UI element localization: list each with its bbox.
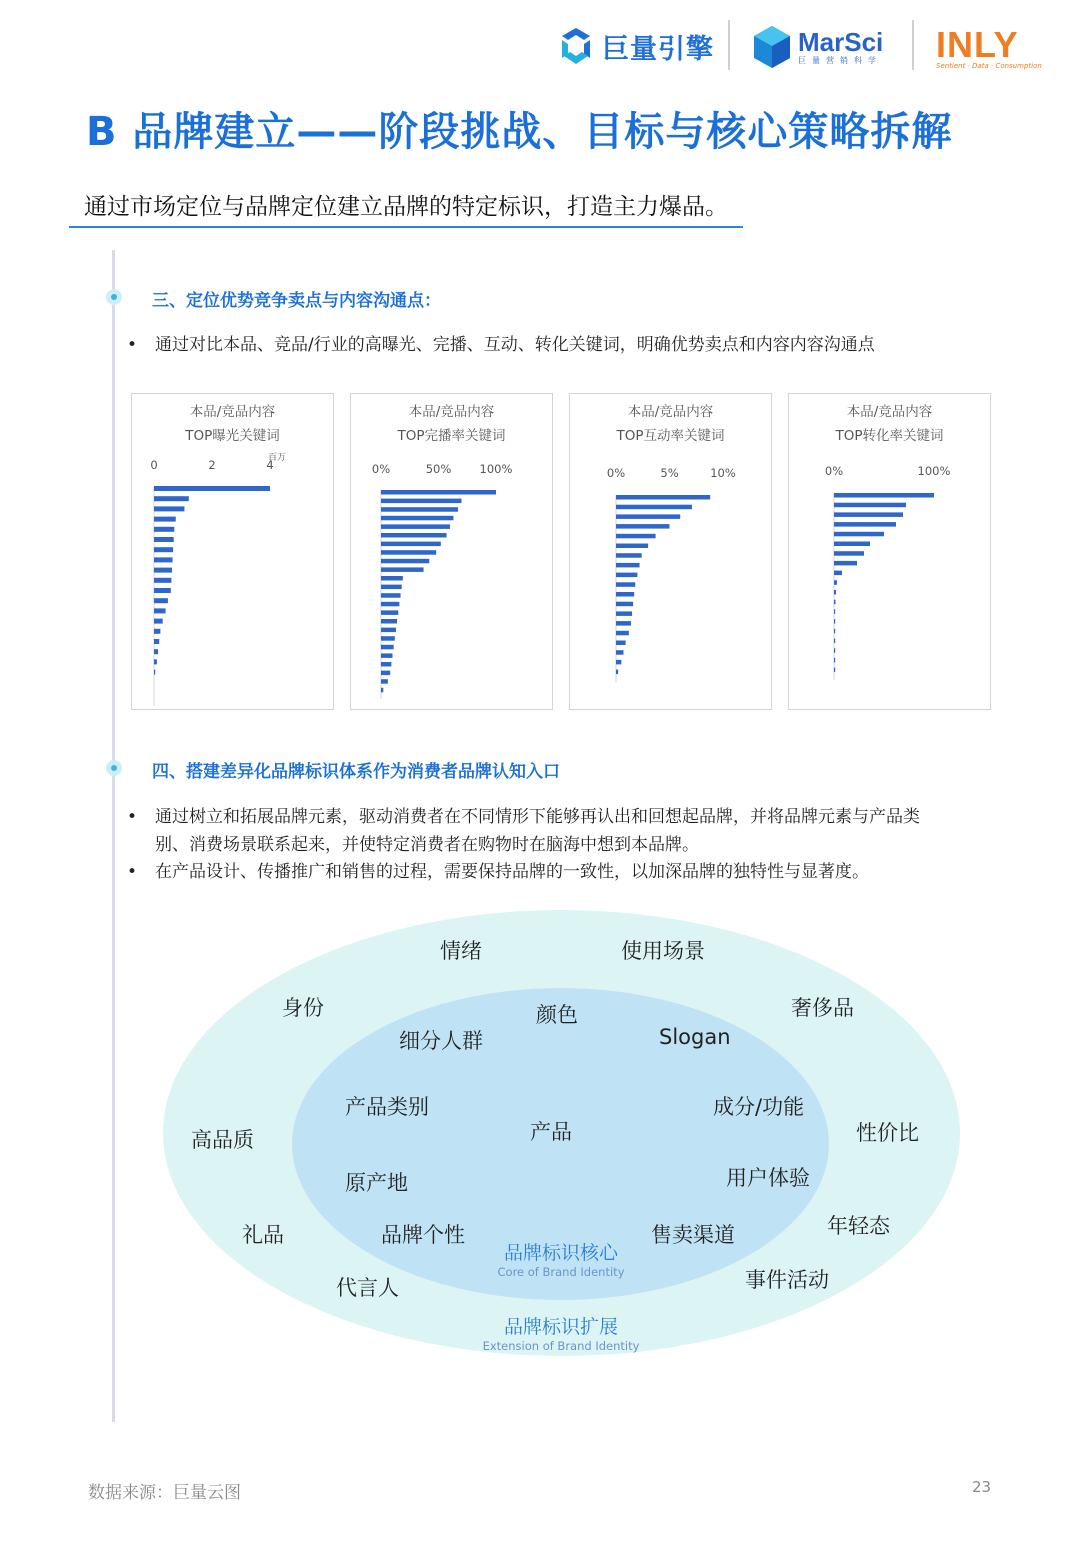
chart-bar bbox=[616, 670, 618, 675]
chart-bar bbox=[381, 593, 401, 598]
chart-bar bbox=[834, 668, 835, 673]
core-label-cn: 品牌标识核心 bbox=[503, 1242, 618, 1264]
chart-bar bbox=[834, 561, 857, 566]
chart-bar bbox=[616, 641, 626, 646]
marsci-logo-text: MarSci bbox=[798, 26, 884, 57]
chart-bar bbox=[381, 671, 390, 676]
chart-bar bbox=[154, 486, 270, 491]
chart-bar bbox=[381, 490, 496, 495]
chart-interaction-svg bbox=[570, 394, 771, 709]
inner-word: 细分人群 bbox=[399, 1029, 483, 1053]
chart-bar bbox=[154, 639, 159, 644]
chart-bar bbox=[616, 631, 629, 636]
timeline-line bbox=[112, 250, 115, 1422]
chart-bar bbox=[616, 514, 680, 519]
outer-word: 身份 bbox=[282, 996, 324, 1020]
chart-bar bbox=[616, 553, 642, 558]
chart-bar bbox=[154, 496, 189, 501]
chart-bar bbox=[834, 648, 835, 653]
section-4-bullet-1-line2: 别、消费场景联系起来，并使特定消费者在购物时在脑海中想到本品牌。 bbox=[155, 835, 699, 855]
chart-bar bbox=[834, 512, 903, 517]
outer-word: 奢侈品 bbox=[791, 996, 854, 1020]
chart-bar bbox=[616, 524, 670, 529]
chart-bar bbox=[616, 650, 623, 655]
chart-panel-exposure bbox=[131, 393, 334, 710]
chart-bar bbox=[834, 580, 837, 585]
logo-divider-2 bbox=[912, 20, 914, 70]
chart-bar bbox=[154, 527, 174, 532]
chart-bar bbox=[616, 563, 640, 568]
chart-bar bbox=[616, 611, 632, 616]
chart-bar bbox=[381, 645, 394, 650]
section-3-bullet-text: 通过对比本品、竞品/行业的高曝光、完播、互动、转化关键词，明确优势卖点和内容内容沟通点 bbox=[155, 335, 875, 355]
chart-bar bbox=[834, 639, 835, 644]
chart-tick-label: 0% bbox=[824, 464, 844, 478]
chart-bar bbox=[834, 629, 835, 634]
chart-bar bbox=[616, 495, 710, 500]
chart-bar bbox=[381, 499, 462, 504]
chart-bar bbox=[834, 522, 896, 527]
chart-bar bbox=[381, 516, 453, 521]
juliang-logo-text: 巨量引擎 bbox=[602, 33, 714, 65]
chart-tick-label: 4 bbox=[266, 458, 274, 472]
chart-bar bbox=[616, 660, 621, 665]
chart-bar bbox=[381, 628, 396, 633]
inly-logo bbox=[936, 24, 1042, 70]
chart-exposure-svg bbox=[132, 394, 333, 709]
core-label bbox=[461, 1238, 661, 1279]
chart-bar bbox=[616, 534, 656, 539]
page-subtitle: 通过市场定位与品牌定位建立品牌的特定标识，打造主力爆品。 bbox=[84, 194, 728, 220]
chart-completion-svg bbox=[351, 394, 552, 709]
chart-bar bbox=[381, 507, 458, 512]
outer-word: 性价比 bbox=[856, 1121, 919, 1145]
timeline-dot-icon bbox=[106, 289, 122, 305]
outer-word: 情绪 bbox=[440, 939, 482, 963]
chart-tick-label: 5% bbox=[660, 466, 679, 480]
chart-title-line2: TOP曝光关键词 bbox=[185, 428, 280, 444]
chart-bar bbox=[616, 505, 692, 510]
chart-tick-label: 2 bbox=[208, 458, 216, 472]
marsci-logo bbox=[752, 24, 883, 70]
chart-bar bbox=[381, 636, 395, 641]
chart-bar bbox=[381, 559, 429, 564]
chart-bar bbox=[381, 542, 441, 547]
section-3-bullet bbox=[127, 331, 875, 359]
chart-panel-conversion bbox=[788, 393, 991, 710]
chart-bar bbox=[154, 649, 158, 654]
chart-title-line1: 本品/竞品内容 bbox=[627, 404, 714, 420]
chart-bar bbox=[616, 592, 634, 597]
inner-word: 颜色 bbox=[536, 1003, 578, 1027]
chart-bar bbox=[834, 600, 836, 605]
chart-conversion-svg bbox=[789, 394, 990, 709]
core-label-en: Core of Brand Identity bbox=[497, 1265, 625, 1279]
inner-word: 售卖渠道 bbox=[651, 1223, 735, 1247]
chart-panel-completion bbox=[350, 393, 553, 710]
chart-bar bbox=[154, 517, 176, 522]
section-4-heading: 四、搭建差异化品牌标识体系作为消费者品牌认知入口 bbox=[152, 762, 560, 782]
marsci-logo-icon bbox=[752, 24, 792, 70]
inner-word: 产品类别 bbox=[345, 1095, 429, 1119]
extension-label bbox=[441, 1312, 681, 1353]
inly-logo-text: INLY bbox=[936, 24, 1019, 65]
chart-bar bbox=[381, 688, 383, 693]
chart-bar bbox=[154, 619, 163, 624]
juliang-logo-icon bbox=[556, 26, 596, 66]
chart-bar bbox=[834, 532, 884, 537]
chart-bar bbox=[381, 662, 391, 667]
marsci-logo-subtext: 巨量营销科学 bbox=[798, 55, 882, 65]
section-4-bullet-2 bbox=[127, 858, 869, 886]
chart-title-line2: TOP转化率关键词 bbox=[835, 428, 944, 444]
chart-tick-label: 100% bbox=[917, 464, 951, 478]
chart-bar bbox=[834, 590, 836, 595]
subtitle-underline bbox=[69, 226, 743, 228]
chart-bar bbox=[154, 608, 166, 613]
chart-title-line1: 本品/竞品内容 bbox=[408, 404, 495, 420]
bullet-icon: • bbox=[127, 862, 138, 882]
page-title: B 品牌建立——阶段挑战、目标与核心策略拆解 bbox=[86, 109, 953, 155]
chart-bar bbox=[616, 582, 635, 587]
chart-bar bbox=[381, 610, 398, 615]
inner-word: 品牌个性 bbox=[381, 1223, 465, 1247]
chart-panel-interaction bbox=[569, 393, 772, 710]
chart-bar bbox=[381, 602, 399, 607]
chart-bar bbox=[616, 602, 633, 607]
chart-bar bbox=[616, 573, 637, 578]
section-4-bullet-1-line1: 通过树立和拓展品牌元素，驱动消费者在不同情形下能够再认出和回想起品牌，并将品牌元素与产品类 bbox=[155, 807, 920, 827]
chart-bar bbox=[154, 578, 171, 583]
chart-bar bbox=[154, 537, 174, 542]
extension-label-en: Extension of Brand Identity bbox=[482, 1339, 640, 1353]
bullet-icon: • bbox=[127, 335, 138, 355]
chart-tick-label: 0% bbox=[606, 466, 626, 480]
chart-bar bbox=[154, 506, 184, 511]
chart-bar bbox=[154, 629, 160, 634]
inner-word: 用户体验 bbox=[726, 1166, 810, 1190]
outer-word: 年轻态 bbox=[827, 1214, 890, 1238]
chart-bar bbox=[834, 503, 906, 508]
logo-divider bbox=[728, 20, 730, 70]
inly-logo-subtext: Sentient · Data · Consumption bbox=[936, 62, 1042, 70]
chart-tick-label: 10% bbox=[710, 466, 736, 480]
outer-word: 事件活动 bbox=[745, 1268, 829, 1292]
outer-word: 礼品 bbox=[242, 1223, 284, 1247]
chart-tick-label: 100% bbox=[479, 462, 513, 476]
chart-bar bbox=[154, 598, 168, 603]
chart-bar bbox=[381, 550, 436, 555]
chart-bar bbox=[834, 542, 870, 547]
chart-bar bbox=[381, 567, 424, 572]
chart-bar bbox=[381, 619, 397, 624]
chart-tick-label: 0% bbox=[371, 462, 391, 476]
inner-word: 原产地 bbox=[345, 1171, 408, 1195]
chart-bar bbox=[834, 571, 842, 576]
section-4-bullet-1 bbox=[127, 803, 995, 859]
chart-bar bbox=[834, 493, 934, 498]
outer-word: 代言人 bbox=[336, 1276, 399, 1300]
section-3-heading: 三、定位优势竞争卖点与内容沟通点： bbox=[152, 291, 441, 311]
chart-unit-label: 百万 bbox=[268, 453, 287, 463]
section-4-bullet-2-text: 在产品设计、传播推广和销售的过程，需要保持品牌的一致性，以加深品牌的独特性与显著度。 bbox=[155, 862, 869, 882]
chart-bar bbox=[834, 619, 835, 624]
bullet-icon: • bbox=[127, 807, 138, 827]
juliang-logo bbox=[556, 24, 714, 68]
outer-word: 高品质 bbox=[191, 1128, 254, 1152]
chart-bar bbox=[154, 588, 171, 593]
chart-bar bbox=[381, 524, 450, 529]
chart-tick-label: 50% bbox=[425, 462, 452, 476]
chart-bar bbox=[154, 547, 173, 552]
extension-label-cn: 品牌标识扩展 bbox=[503, 1316, 618, 1338]
inner-word: Slogan bbox=[659, 1025, 731, 1049]
chart-bar bbox=[154, 568, 172, 573]
chart-title-line1: 本品/竞品内容 bbox=[846, 404, 933, 420]
chart-title-line2: TOP互动率关键词 bbox=[616, 428, 725, 444]
page-number: 23 bbox=[972, 1478, 992, 1496]
inner-word: 产品 bbox=[530, 1120, 572, 1144]
inner-word: 成分/功能 bbox=[713, 1095, 805, 1119]
chart-bar bbox=[834, 658, 835, 663]
chart-bar bbox=[834, 551, 864, 556]
chart-title-line1: 本品/竞品内容 bbox=[189, 404, 276, 420]
chart-bar bbox=[154, 670, 155, 675]
chart-bar bbox=[616, 621, 631, 626]
chart-bar bbox=[381, 679, 388, 684]
timeline-dot-icon bbox=[106, 760, 122, 776]
chart-bar bbox=[834, 609, 835, 614]
chart-bar bbox=[381, 585, 402, 590]
chart-bar bbox=[154, 659, 157, 664]
chart-bar bbox=[381, 533, 447, 538]
chart-tick-label: 0 bbox=[150, 458, 158, 472]
chart-bar bbox=[381, 653, 393, 658]
chart-title-line2: TOP完播率关键词 bbox=[397, 428, 506, 444]
chart-bar bbox=[154, 557, 173, 562]
chart-bar bbox=[616, 544, 648, 549]
outer-word: 使用场景 bbox=[621, 939, 705, 963]
chart-bar bbox=[381, 576, 403, 581]
data-source: 数据来源：巨量云图 bbox=[88, 1483, 241, 1503]
